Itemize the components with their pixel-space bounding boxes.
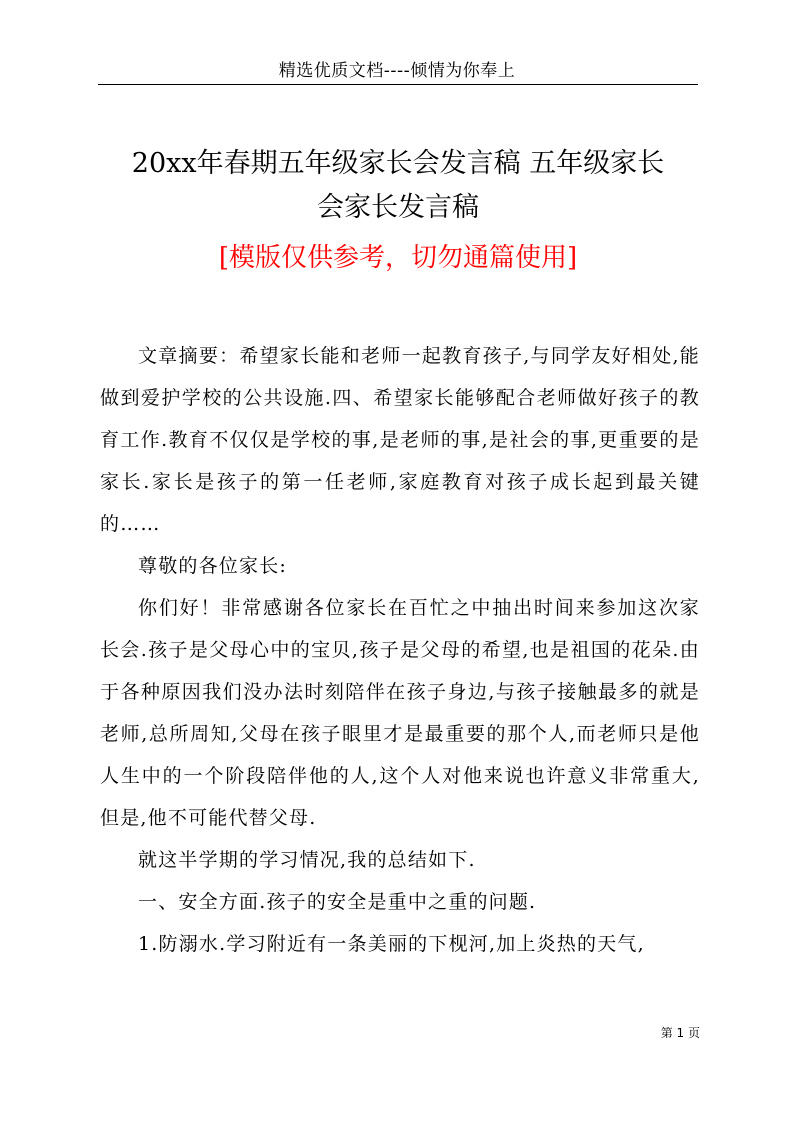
title-line-1: 20xx年春期五年级家长会发言稿 五年级家长 bbox=[131, 148, 665, 179]
page-header: 精选优质文档----倾情为你奉上 bbox=[278, 61, 516, 81]
document-title bbox=[98, 142, 698, 230]
paragraph-summary-intro: 就这半学期的学习情况,我的总结如下. bbox=[138, 849, 476, 871]
document-body bbox=[100, 335, 700, 965]
template-notice: [模版仅供参考，切勿通篇使用] bbox=[218, 243, 578, 273]
title-line-2: 会家长发言稿 bbox=[317, 192, 479, 223]
page-number: 第 1 页 bbox=[660, 1026, 700, 1040]
paragraph-greeting: 你们好！非常感谢各位家长在百忙之中抽出时间来参加这次家长会.孩子是父母心中的宝贝,孩子是父母的希望,也是祖国的花朵.由于各种原因我们没办法时刻陪伴在孩子身边,与孩子接触最多的就是老师,总所周知,父母在孩子眼里才是最重要的那个人,而老师只是他人生中的一个阶段陪伴他的人,这个人对他来说也许意义非常重大,但是,他不可能代替父母. bbox=[100, 597, 700, 829]
paragraph-section-safety: 一、安全方面.孩子的安全是重中之重的问题. bbox=[138, 891, 537, 913]
header-divider bbox=[98, 84, 698, 85]
paragraph-abstract: 文章摘要：希望家长能和老师一起教育孩子,与同学友好相处,能做到爱护学校的公共设施.四、希望家长能够配合老师做好孩子的教育工作.教育不仅仅是学校的事,是老师的事,是社会的事,更重要的是家长.家长是孩子的第一任老师,家庭教育对孩子成长起到最关键的…… bbox=[100, 345, 700, 535]
paragraph-item-drowning: 1.防溺水.学习附近有一条美丽的下枧河,加上炎热的天气, bbox=[138, 933, 645, 955]
paragraph-salutation: 尊敬的各位家长: bbox=[138, 555, 288, 577]
